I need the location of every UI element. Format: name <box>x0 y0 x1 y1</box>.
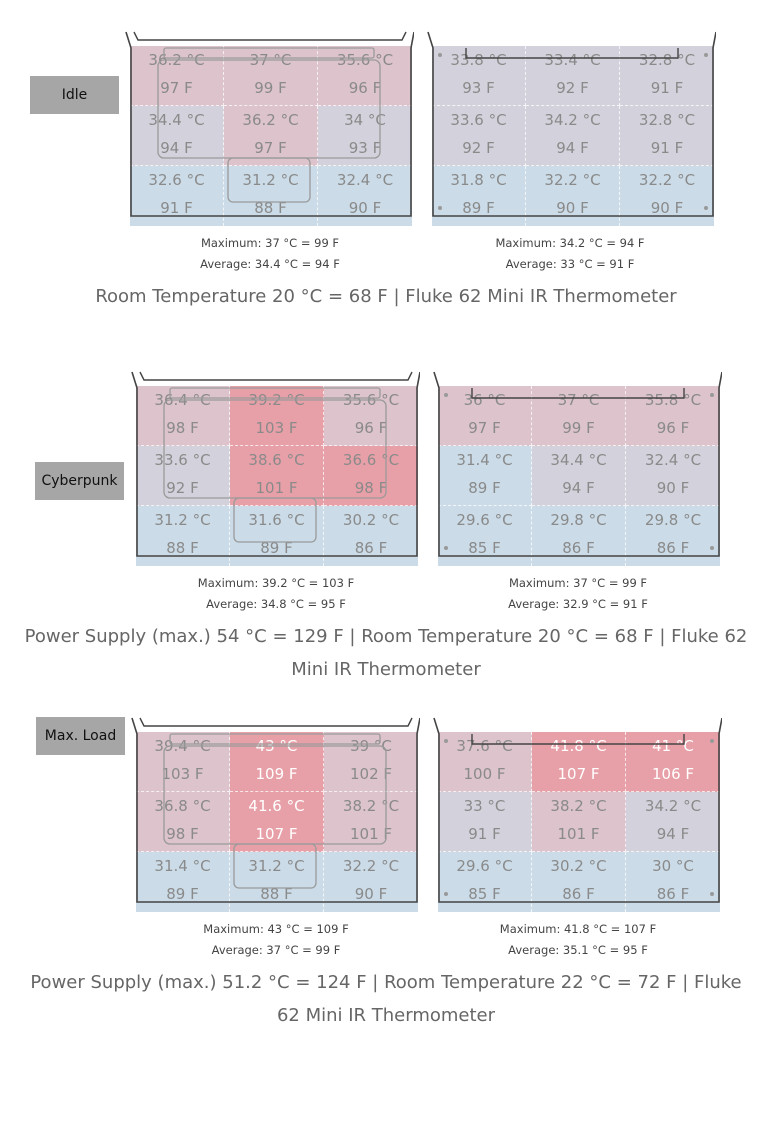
celsius-reading: 33 °C <box>463 796 506 815</box>
fahrenheit-reading: 102 F <box>349 764 393 783</box>
celsius-reading: 36 °C <box>463 390 506 409</box>
celsius-reading: 39.4 °C <box>154 736 211 755</box>
celsius-reading: 38.6 °C <box>248 450 305 469</box>
fahrenheit-reading: 94 F <box>556 138 589 157</box>
fahrenheit-reading: 107 F <box>557 764 600 783</box>
celsius-reading: 35.6 °C <box>336 50 394 69</box>
fahrenheit-reading: 86 F <box>656 539 690 557</box>
cyberpunk-bottom-stats <box>436 573 720 615</box>
idle-section <box>0 0 772 340</box>
celsius-reading: 34.4 °C <box>148 110 205 129</box>
celsius-reading: 32.4 °C <box>644 450 702 469</box>
maxload-bottom-panel <box>432 716 716 906</box>
laptop-bottom-outline <box>426 30 716 230</box>
idle-bottom-panel <box>426 30 710 220</box>
laptop-bottom-outline <box>432 370 722 570</box>
avg-reading: Average: 33 °C = 91 F <box>505 257 635 271</box>
fahrenheit-reading: 93 F <box>462 78 495 97</box>
max-reading: Maximum: 34.2 °C = 94 F <box>495 236 645 250</box>
celsius-reading: 35.8 °C <box>644 390 702 409</box>
laptop-base-outline <box>130 716 420 916</box>
fahrenheit-reading: 96 F <box>354 418 388 437</box>
fahrenheit-reading: 86 F <box>562 885 595 903</box>
cyberpunk-section <box>0 340 772 680</box>
fahrenheit-reading: 100 F <box>463 764 506 783</box>
avg-reading: Average: 35.1 °C = 95 F <box>508 943 648 957</box>
maxload-bottom-stats <box>436 919 720 961</box>
celsius-reading: 31.2 °C <box>242 171 299 189</box>
fahrenheit-reading: 109 F <box>255 764 298 783</box>
celsius-reading: 29.6 °C <box>456 857 513 875</box>
maxload-keyboard-panel <box>130 716 414 906</box>
fahrenheit-reading: 85 F <box>468 885 501 903</box>
fahrenheit-reading: 90 F <box>556 199 589 217</box>
maxload-keyboard-stats <box>134 919 418 961</box>
celsius-reading: 32.8 °C <box>638 110 696 129</box>
fahrenheit-reading: 101 F <box>557 824 600 843</box>
maxload-label: Max. Load <box>36 717 125 755</box>
cyberpunk-caption: Power Supply (max.) 54 °C = 129 F | Room Temperature 20 °C = 68 F | Fluke 62 Mini IR Thermometer <box>24 626 748 680</box>
fahrenheit-reading: 96 F <box>656 418 690 437</box>
celsius-reading: 41 °C <box>652 736 694 755</box>
celsius-reading: 36.8 °C <box>154 796 211 815</box>
celsius-reading: 36.2 °C <box>242 110 299 129</box>
fahrenheit-reading: 98 F <box>166 824 199 843</box>
idle-bottom-stats <box>428 233 712 275</box>
celsius-reading: 43 °C <box>255 736 298 755</box>
celsius-reading: 34 °C <box>344 110 386 129</box>
fahrenheit-reading: 97 F <box>160 78 193 97</box>
celsius-reading: 37.6 °C <box>456 736 513 755</box>
celsius-reading: 32.2 °C <box>342 857 400 875</box>
fahrenheit-reading: 99 F <box>254 78 287 97</box>
idle-caption: Room Temperature 20 °C = 68 F | Fluke 62 Mini IR Thermometer <box>95 286 677 307</box>
celsius-reading: 37 °C <box>249 50 292 69</box>
celsius-reading: 35.6 °C <box>342 390 400 409</box>
avg-reading: Average: 34.8 °C = 95 F <box>206 597 346 611</box>
fahrenheit-reading: 91 F <box>650 138 684 157</box>
max-reading: Maximum: 37 °C = 99 F <box>200 236 340 250</box>
fahrenheit-reading: 91 F <box>468 824 501 843</box>
fahrenheit-reading: 89 F <box>468 478 501 497</box>
fahrenheit-reading: 92 F <box>166 478 199 497</box>
idle-label: Idle <box>30 76 119 114</box>
celsius-reading: 34.4 °C <box>550 450 607 469</box>
fahrenheit-reading: 98 F <box>354 478 388 497</box>
laptop-base-outline <box>130 370 420 570</box>
celsius-reading: 32.8 °C <box>638 50 696 69</box>
celsius-reading: 33.4 °C <box>544 50 601 69</box>
celsius-reading: 29.8 °C <box>644 511 702 529</box>
fahrenheit-reading: 91 F <box>650 78 684 97</box>
celsius-reading: 38.2 °C <box>550 796 607 815</box>
celsius-reading: 29.8 °C <box>550 511 607 529</box>
fahrenheit-reading: 86 F <box>656 885 690 903</box>
maxload-section <box>0 686 772 1026</box>
celsius-reading: 29.6 °C <box>456 511 513 529</box>
celsius-reading: 33.6 °C <box>154 450 211 469</box>
celsius-reading: 32.2 °C <box>638 171 696 189</box>
laptop-bottom-outline <box>432 716 722 916</box>
cyberpunk-keyboard-panel <box>130 370 414 560</box>
fahrenheit-reading: 94 F <box>160 138 193 157</box>
fahrenheit-reading: 97 F <box>468 418 501 437</box>
celsius-reading: 31.4 °C <box>456 450 513 469</box>
fahrenheit-reading: 91 F <box>160 199 193 217</box>
celsius-reading: 36.4 °C <box>154 390 211 409</box>
fahrenheit-reading: 88 F <box>260 885 293 903</box>
celsius-reading: 37 °C <box>557 390 600 409</box>
cyberpunk-label: Cyberpunk <box>35 462 124 500</box>
celsius-reading: 32.2 °C <box>544 171 601 189</box>
fahrenheit-reading: 92 F <box>462 138 495 157</box>
fahrenheit-reading: 89 F <box>462 199 495 217</box>
celsius-reading: 39 °C <box>350 736 392 755</box>
celsius-reading: 33.6 °C <box>450 110 507 129</box>
fahrenheit-reading: 92 F <box>556 78 589 97</box>
celsius-reading: 31.8 °C <box>450 171 507 189</box>
celsius-reading: 30 °C <box>652 857 694 875</box>
fahrenheit-reading: 86 F <box>562 539 595 557</box>
fahrenheit-reading: 90 F <box>656 478 690 497</box>
idle-keyboard-stats <box>128 233 412 275</box>
fahrenheit-reading: 97 F <box>254 138 287 157</box>
max-reading: Maximum: 37 °C = 99 F <box>508 576 648 590</box>
celsius-reading: 34.2 °C <box>544 110 601 129</box>
celsius-reading: 32.6 °C <box>148 171 205 189</box>
fahrenheit-reading: 88 F <box>254 199 287 217</box>
celsius-reading: 33.8 °C <box>450 50 507 69</box>
celsius-reading: 34.2 °C <box>644 796 702 815</box>
fahrenheit-reading: 99 F <box>562 418 595 437</box>
fahrenheit-reading: 89 F <box>260 539 293 557</box>
max-reading: Maximum: 41.8 °C = 107 F <box>499 922 657 936</box>
fahrenheit-reading: 106 F <box>651 764 695 783</box>
celsius-reading: 31.2 °C <box>248 857 305 875</box>
celsius-reading: 31.4 °C <box>154 857 211 875</box>
fahrenheit-reading: 90 F <box>650 199 684 217</box>
fahrenheit-reading: 90 F <box>354 885 388 903</box>
fahrenheit-reading: 103 F <box>161 764 204 783</box>
celsius-reading: 38.2 °C <box>342 796 400 815</box>
celsius-reading: 36.2 °C <box>148 50 205 69</box>
fahrenheit-reading: 85 F <box>468 539 501 557</box>
celsius-reading: 32.4 °C <box>336 171 394 189</box>
avg-reading: Average: 32.9 °C = 91 F <box>508 597 648 611</box>
fahrenheit-reading: 94 F <box>656 824 690 843</box>
max-reading: Maximum: 43 °C = 109 F <box>203 922 349 936</box>
fahrenheit-reading: 86 F <box>354 539 388 557</box>
cyberpunk-keyboard-stats <box>134 573 418 615</box>
fahrenheit-reading: 93 F <box>348 138 382 157</box>
celsius-reading: 31.2 °C <box>154 511 211 529</box>
fahrenheit-reading: 103 F <box>255 418 298 437</box>
celsius-reading: 30.2 °C <box>550 857 607 875</box>
avg-reading: Average: 37 °C = 99 F <box>211 943 341 957</box>
celsius-reading: 31.6 °C <box>248 511 305 529</box>
fahrenheit-reading: 90 F <box>348 199 382 217</box>
fahrenheit-reading: 101 F <box>349 824 393 843</box>
fahrenheit-reading: 96 F <box>348 78 382 97</box>
fahrenheit-reading: 98 F <box>166 418 199 437</box>
maxload-caption: Power Supply (max.) 51.2 °C = 124 F | Room Temperature 22 °C = 72 F | Fluke 62 Mini IR Thermometer <box>30 972 742 1026</box>
celsius-reading: 41.6 °C <box>248 796 305 815</box>
fahrenheit-reading: 101 F <box>255 478 298 497</box>
laptop-base-outline <box>124 30 414 230</box>
fahrenheit-reading: 107 F <box>255 824 298 843</box>
celsius-reading: 39.2 °C <box>248 390 305 409</box>
cyberpunk-bottom-panel <box>432 370 716 560</box>
idle-keyboard-panel <box>124 30 408 220</box>
fahrenheit-reading: 94 F <box>562 478 595 497</box>
max-reading: Maximum: 39.2 °C = 103 F <box>197 576 355 590</box>
fahrenheit-reading: 88 F <box>166 539 199 557</box>
avg-reading: Average: 34.4 °C = 94 F <box>200 257 340 271</box>
celsius-reading: 41.8 °C <box>550 736 607 755</box>
fahrenheit-reading: 89 F <box>166 885 199 903</box>
celsius-reading: 36.6 °C <box>342 450 400 469</box>
celsius-reading: 30.2 °C <box>342 511 400 529</box>
